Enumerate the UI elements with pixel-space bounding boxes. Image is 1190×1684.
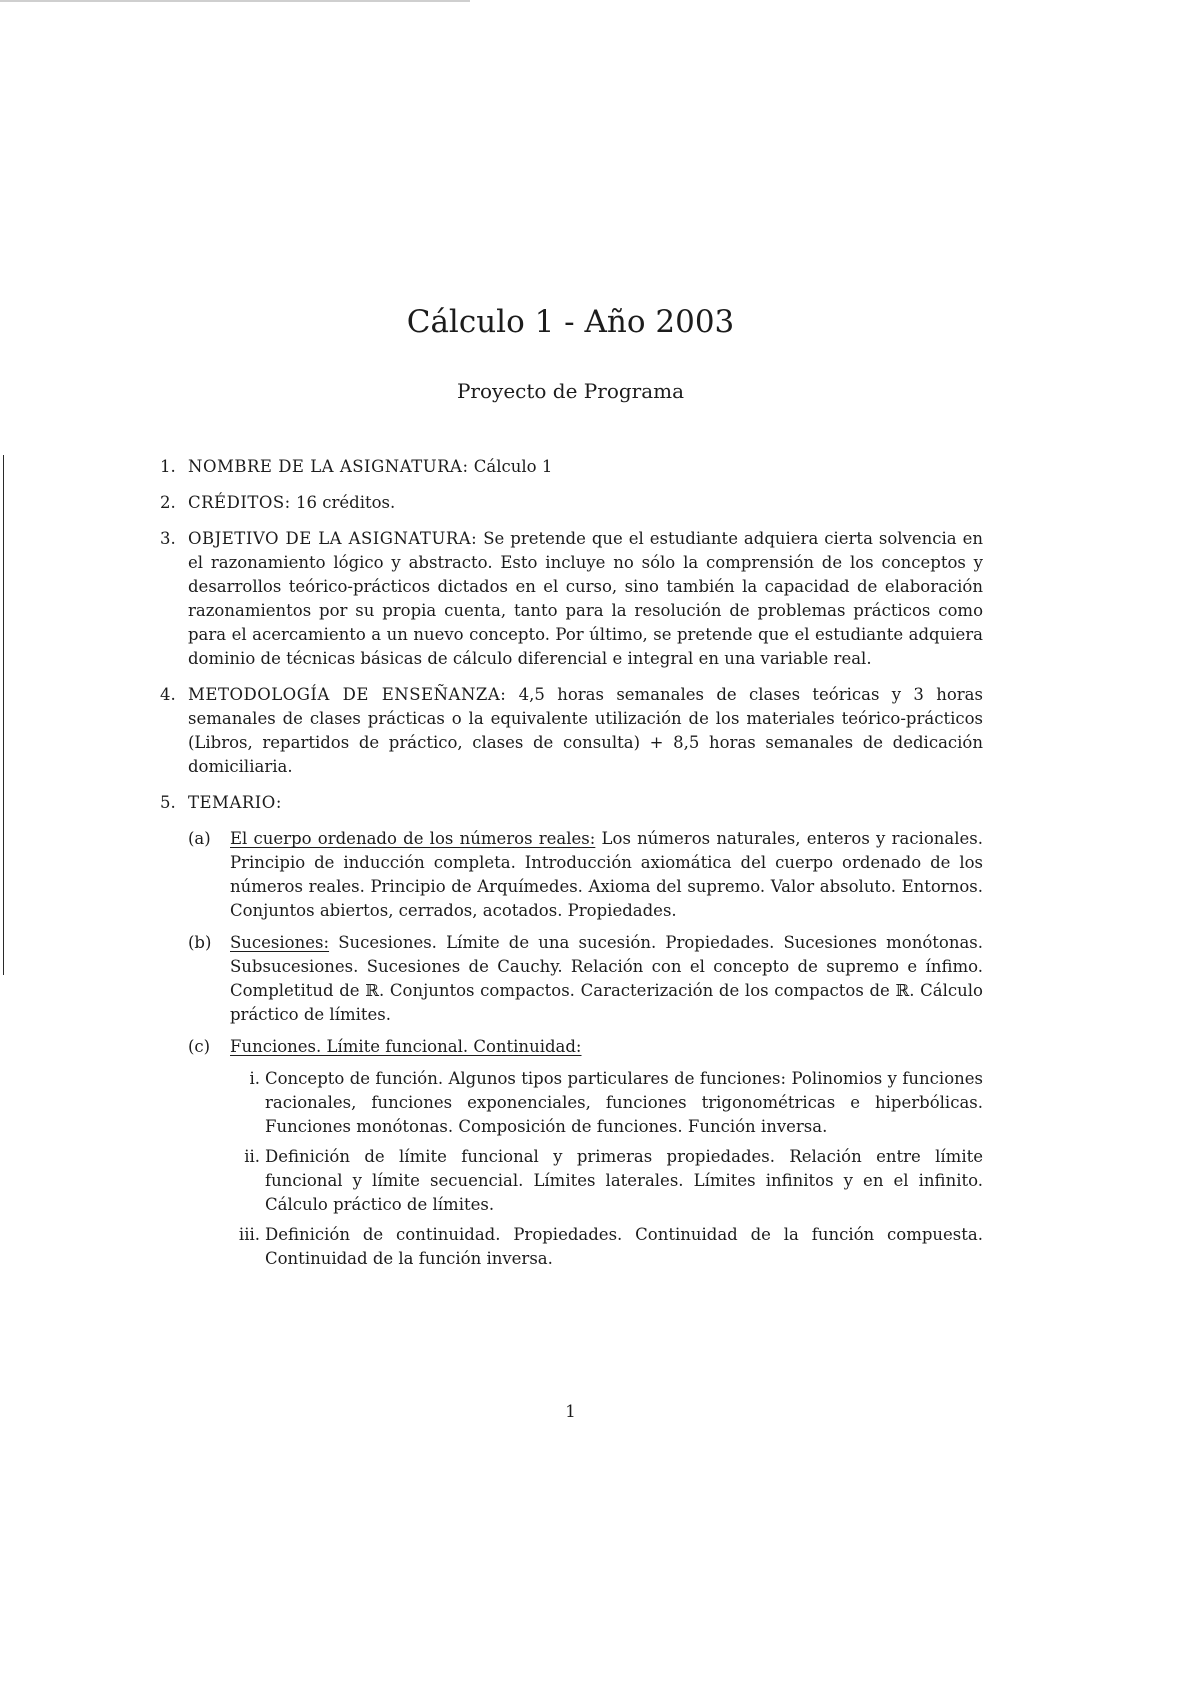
- section-text: 4,5 horas semanales de clases teóricas y 3 horas semanales de clases prácticas o la equivalente utilización de los materiales teórico-prácticos (Libros, repartidos de práctico, clases de consulta) + 8,5 horas semanales de dedicación domiciliaria.: [188, 685, 983, 776]
- temario-marker: (c): [188, 1037, 211, 1056]
- section-number: 3.: [160, 529, 176, 548]
- scan-left-edge-mark: [3, 455, 4, 975]
- funciones-subitem-concepto: [158, 1067, 983, 1139]
- scan-top-edge: [0, 0, 470, 2]
- temario-heading: Sucesiones:: [230, 933, 330, 952]
- section-number: 2.: [160, 493, 176, 512]
- temario-item-sucesiones: [158, 931, 983, 1027]
- temario-item-funciones: [158, 1035, 983, 1059]
- funciones-subitem-limite: [158, 1145, 983, 1217]
- section-number: 5.: [160, 793, 176, 812]
- section-text: Cálculo 1: [468, 457, 553, 476]
- subitem-marker: iii.: [238, 1225, 260, 1244]
- funciones-subitem-continuidad: [158, 1223, 983, 1271]
- temario-text: Sucesiones. Límite de una sucesión. Propiedades. Sucesiones monótonas. Subsucesiones. Sucesiones de Cauchy. Relación con el concepto de supremo e ínfimo. Completitud de ℝ. Conjuntos compactos. Caracterización de los compactos de ℝ. Cálculo práctico de límites.: [230, 933, 983, 1024]
- section-text: 16 créditos.: [290, 493, 396, 512]
- section-heading: METODOLOGÍA DE ENSEÑANZA:: [188, 685, 507, 704]
- section-number: 1.: [160, 457, 176, 476]
- subitem-text: Concepto de función. Algunos tipos particulares de funciones: Polinomios y funciones racionales, funciones exponenciales, funciones trigonométricas e hiperbólicas. Funciones monótonas. Composición de funciones. Función inversa.: [265, 1069, 983, 1136]
- section-heading: TEMARIO:: [188, 793, 282, 812]
- page-number: 1: [565, 1402, 576, 1421]
- temario-heading: Funciones. Límite funcional. Continuidad:: [230, 1037, 582, 1056]
- temario-item-reales: [158, 827, 983, 923]
- subitem-marker: ii.: [244, 1147, 260, 1166]
- section-objetivo: [158, 527, 983, 671]
- subitem-text: Definición de continuidad. Propiedades. Continuidad de la función compuesta. Continuidad de la función inversa.: [265, 1225, 983, 1268]
- temario-heading: El cuerpo ordenado de los números reales:: [230, 829, 596, 848]
- section-creditos: [158, 491, 983, 515]
- section-temario: [158, 791, 983, 815]
- section-text: Se pretende que el estudiante adquiera cierta solvencia en el razonamiento lógico y abstracto. Esto incluye no sólo la comprensión de los conceptos y desarrollos teórico-prácticos dictados en el curso, sino también la capacidad de elaboración razonamientos por su propia cuenta, tanto para la resolución de problemas prácticos como para el acercamiento a un nuevo concepto. Por último, se pretende que el estudiante adquiera dominio de técnicas básicas de cálculo diferencial e integral en una variable real.: [188, 529, 983, 668]
- temario-text: Los números naturales, enteros y racionales. Principio de inducción completa. Introducción axiomática del cuerpo ordenado de los números reales. Principio de Arquímedes. Axioma del supremo. Valor absoluto. Entornos. Conjuntos abiertos, cerrados, acotados. Propiedades.: [230, 829, 983, 920]
- section-nombre: [158, 455, 983, 479]
- page-subtitle: Proyecto de Programa: [456, 379, 685, 403]
- temario-marker: (b): [188, 933, 212, 952]
- section-heading: OBJETIVO DE LA ASIGNATURA:: [188, 529, 478, 548]
- subitem-text: Definición de límite funcional y primeras propiedades. Relación entre límite funcional y límite secuencial. Límites laterales. Límites infinitos y en el infinito. Cálculo práctico de límites.: [265, 1147, 983, 1214]
- subitem-marker: i.: [249, 1069, 260, 1088]
- page-title: Cálculo 1 - Año 2003: [406, 304, 735, 340]
- temario-marker: (a): [188, 829, 211, 848]
- program-sections: [158, 455, 983, 1277]
- section-heading: NOMBRE DE LA ASIGNATURA:: [188, 457, 469, 476]
- section-heading: CRÉDITOS:: [188, 493, 291, 512]
- section-metodologia: [158, 683, 983, 779]
- section-number: 4.: [160, 685, 176, 704]
